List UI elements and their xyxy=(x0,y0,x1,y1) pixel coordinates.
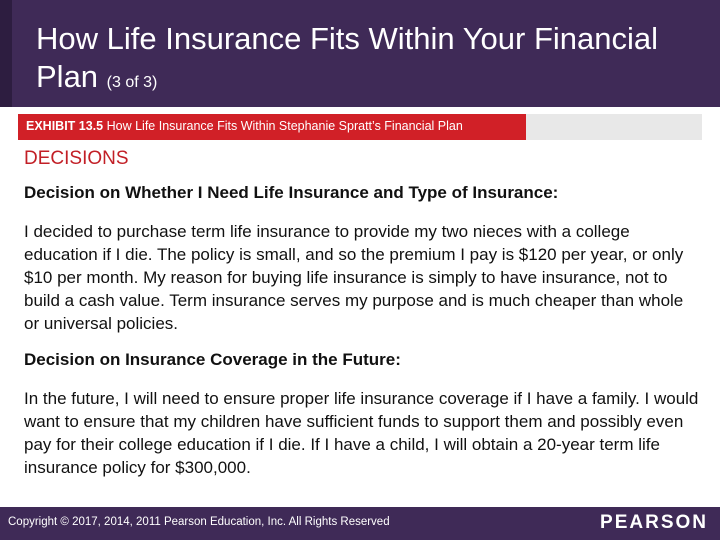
slide-title-sub: (3 of 3) xyxy=(106,74,158,91)
exhibit-bar xyxy=(18,114,702,140)
title-bar xyxy=(0,0,720,107)
title-accent xyxy=(0,0,12,107)
slide-title-main: How Life Insurance Fits Within Your Financial Plan xyxy=(36,21,659,94)
exhibit-number: EXHIBIT 13.5 xyxy=(26,119,104,133)
exhibit-title: How Life Insurance Fits Within Stephanie Spratt’s Financial Plan xyxy=(106,119,463,133)
decision-body-insurance-need: I decided to purchase term life insurance to provide my two nieces with a college education if I die. The policy is small, and so the premium I pay is $120 per year, or only $10 per month. My reason for buying life insurance is simply to have insurance, not to build a cash value. Term insurance serves my purpose and is much cheaper than whole or universal policies. xyxy=(24,222,684,333)
exhibit-label-bar xyxy=(18,114,526,140)
pearson-logo: PEARSON xyxy=(600,512,708,533)
decisions-heading: DECISIONS xyxy=(24,148,129,169)
copyright-text: Copyright © 2017, 2014, 2011 Pearson Education, Inc. All Rights Reserved xyxy=(8,516,390,528)
exhibit-caption xyxy=(26,119,463,133)
footer-bar xyxy=(0,507,720,540)
slide-title xyxy=(36,20,696,102)
content-area xyxy=(24,146,700,493)
decision-title-insurance-need: Decision on Whether I Need Life Insurance and Type of Insurance: xyxy=(24,183,559,202)
decision-title-future-coverage: Decision on Insurance Coverage in the Future: xyxy=(24,350,401,369)
decision-body-future-coverage: In the future, I will need to ensure proper life insurance coverage if I have a family. I would want to ensure that my children have sufficient funds to support them and possibly even pay for their college education if I die. If I have a child, I will obtain a 20-year term life insurance policy for $300,000. xyxy=(24,389,699,477)
